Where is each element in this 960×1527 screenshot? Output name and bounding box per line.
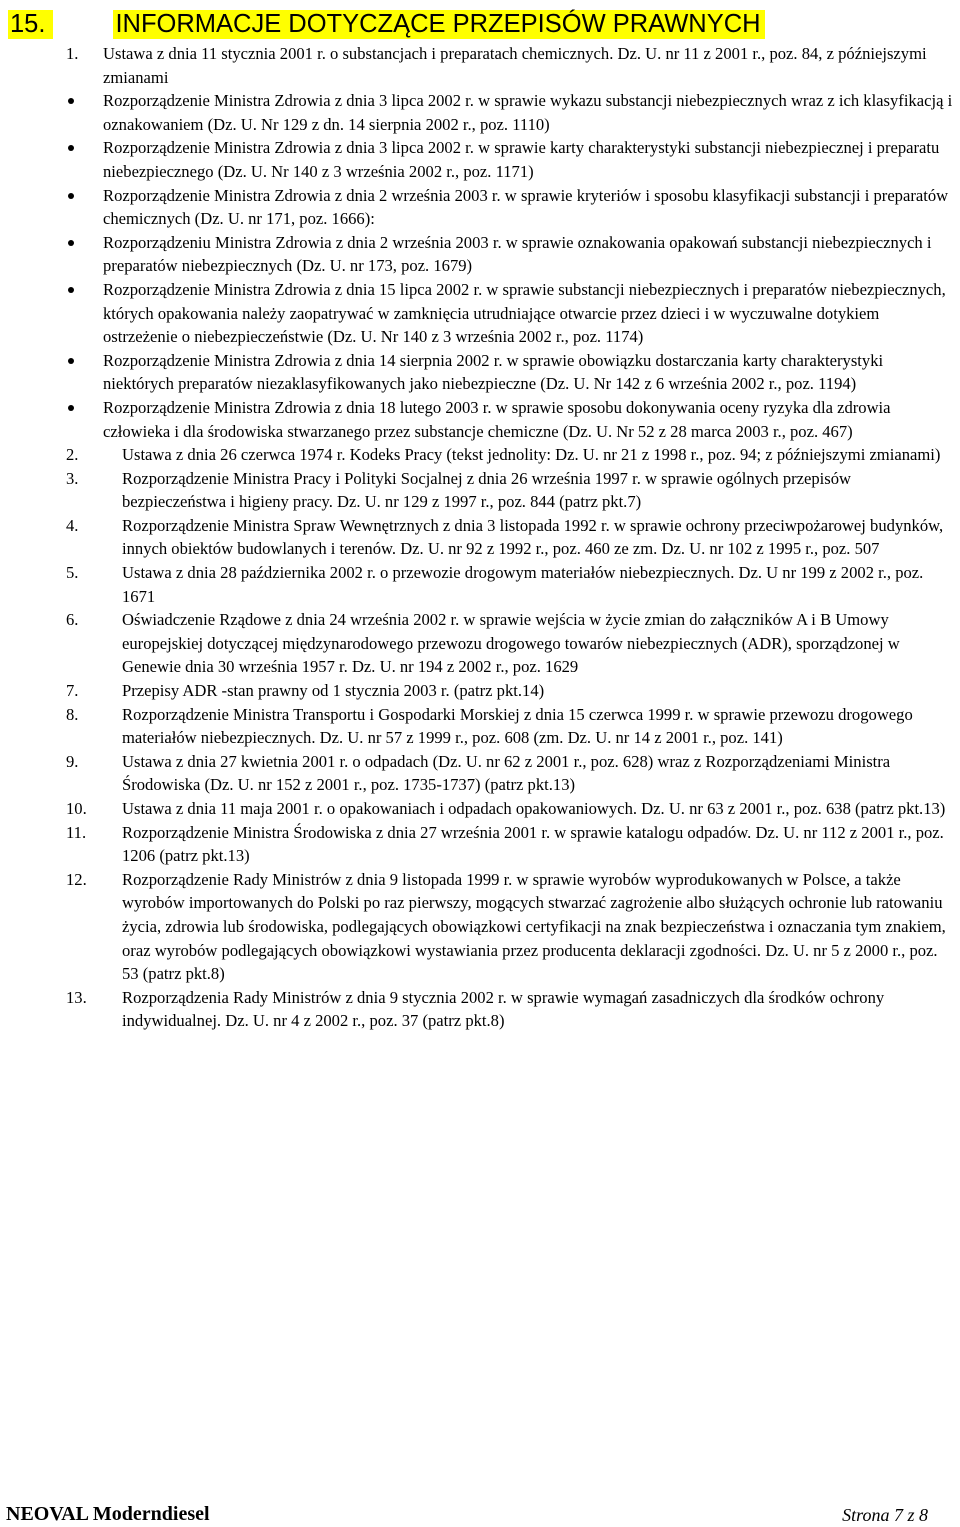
item-number: 5. — [66, 563, 79, 583]
item-text: Rozporządzenie Ministra Pracy i Polityki Socjalnej z dnia 26 września 1997 r. w sprawie ogólnych przepisów bezpieczeństwa i higieny pracy. Dz. U. nr 129 z 1997 r., poz. 844 (patrz pkt.7) — [122, 468, 852, 512]
item-text: Rozporządzeniu Ministra Zdrowia z dnia 2 września 2003 r. w sprawie oznakowania opakowań substancji niebezpiecznych i preparatów niebezpiecznych (Dz. U. nr 173, poz. 1679) — [103, 232, 932, 276]
bullet-icon — [68, 287, 74, 293]
item-text: Oświadczenie Rządowe z dnia 24 września 2002 r. w sprawie wejścia w życie zmian do załączników A i B Umowy europejskiej dotyczącej międzynarodowego przewozu drogowego towarów niebezpiecznych (ADR), sporządzonej w Genewie dnia 30 września 1957 r. Dz. U. nr 194 z 2002 r., poz. 1629 — [122, 610, 900, 677]
item-text: Rozporządzenie Ministra Transportu i Gospodarki Morskiej z dnia 15 czerwca 1999 r. w sprawie przewozu drogowego materiałów niebezpiecznych. Dz. U. nr 57 z 1999 r., poz. 608 (zm. Dz. U. nr 14 z 2001 r., poz. 141) — [122, 704, 913, 748]
bullet-icon — [68, 240, 74, 246]
list-item — [0, 89, 960, 136]
regulations-list — [0, 42, 960, 1033]
item-number: 1. — [66, 44, 79, 63]
list-item — [0, 797, 960, 821]
list-item — [0, 349, 960, 396]
item-text: Rozporządzenie Ministra Zdrowia z dnia 14 sierpnia 2002 r. w sprawie obowiązku dostarczania karty charakterystyki niektórych preparatów niezaklasyfikowanych jako niebezpieczne (Dz. U. Nr 142 z 6 września 2002 r., poz. 1194) — [103, 350, 884, 394]
list-item — [0, 821, 960, 868]
bullet-icon — [68, 98, 74, 104]
item-text: Rozporządzenie Rady Ministrów z dnia 9 listopada 1999 r. w sprawie wyrobów wyprodukowanych w Polsce, a także wyrobów importowanych do Polski po raz pierwszy, mogących stwarzać zagrożenie albo służących ochronie lub ratowaniu życia, zdrowia lub środowiska, podlegających obowiązkowi certyfikacji na znak bezpieczeństwa i oznaczania tym znakiem, oraz wyrobów podlegających obowiązkowi wystawiania przez producenta deklaracji zgodności. Dz. U. nr 5 z 2000 r., poz. 53 (patrz pkt.8) — [122, 869, 946, 984]
list-item — [0, 608, 960, 679]
list-item — [0, 443, 960, 467]
section-heading — [8, 7, 765, 41]
item-text: Rozporządzenie Ministra Zdrowia z dnia 3 lipca 2002 r. w sprawie wykazu substancji niebezpiecznych wraz z ich klasyfikacją i oznakowaniem (Dz. U. Nr 129 z dn. 14 sierpnia 2002 r., poz. 1110) — [103, 91, 953, 134]
list-item — [0, 136, 960, 183]
item-text: Przepisy ADR -stan prawny od 1 stycznia 2003 r. (patrz pkt.14) — [122, 681, 545, 701]
section-number: 15. — [8, 10, 53, 39]
item-text: Rozporządzenie Ministra Zdrowia z dnia 18 lutego 2003 r. w sprawie sposobu dokonywania oceny ryzyka dla zdrowia człowieka i dla środowiska stwarzanego przez substancje chemiczne (Dz. U. Nr 52 z 28 marca 2003 r., poz. 467) — [103, 397, 891, 441]
item-number: 12. — [66, 869, 87, 889]
item-number: 4. — [66, 515, 79, 535]
list-item — [0, 750, 960, 797]
item-text: Ustawa z dnia 27 kwietnia 2001 r. o odpadach (Dz. U. nr 62 z 2001 r., poz. 628) wraz z Rozporządzeniami Ministra Środowiska (Dz. U. nr 152 z 2001 r., poz. 1735-1737) (patrz pkt.13) — [122, 751, 891, 795]
item-text: Ustawa z dnia 11 maja 2001 r. o opakowaniach i odpadach opakowaniowych. Dz. U. nr 63 z 2001 r., poz. 638 (patrz pkt.13) — [122, 799, 946, 818]
list-item — [0, 231, 960, 278]
bullet-icon — [68, 405, 74, 411]
list-item — [0, 561, 960, 608]
item-text: Rozporządzenie Ministra Zdrowia z dnia 3 lipca 2002 r. w sprawie karty charakterystyki substancji niebezpiecznej i preparatu niebezpiecznego (Dz. U. Nr 140 z 3 września 2002 r., poz. 1171) — [103, 138, 940, 181]
bullet-icon — [68, 358, 74, 364]
list-item — [0, 278, 960, 349]
item-number: 3. — [66, 468, 79, 488]
item-number: 9. — [66, 751, 79, 771]
list-item — [0, 467, 960, 514]
section-title: INFORMACJE DOTYCZĄCE PRZEPISÓW PRAWNYCH — [113, 10, 764, 39]
item-text: Ustawa z dnia 26 czerwca 1974 r. Kodeks Pracy (tekst jednolity: Dz. U. nr 21 z 1998 r., poz. 94; z późniejszymi zmianami) — [122, 445, 941, 465]
list-item — [0, 184, 960, 231]
item-number: 10. — [66, 799, 87, 818]
list-item — [0, 703, 960, 750]
list-item — [0, 868, 960, 986]
item-number: 11. — [66, 822, 87, 842]
footer-company: NEOVAL Moderndiesel — [6, 1503, 210, 1525]
item-text: Rozporządzenie Ministra Zdrowia z dnia 15 lipca 2002 r. w sprawie substancji niebezpiecznych i preparatów niebezpiecznych, których opakowania należy zaopatrywać w zamknięcia utrudniające otwarcie przez dzieci i w wyczuwalne dotykiem ostrzeżenie o niebezpieczeństwie (Dz. U. Nr 140 z 3 września 2002 r., poz. 1174) — [103, 279, 946, 347]
item-text: Rozporządzenia Rady Ministrów z dnia 9 stycznia 2002 r. w sprawie wymagań zasadniczych dla środków ochrony indywidualnej. Dz. U. nr 4 z 2002 r., poz. 37 (patrz pkt.8) — [122, 987, 885, 1031]
list-item — [0, 42, 960, 89]
bullet-icon — [68, 193, 74, 199]
item-text: Ustawa z dnia 11 stycznia 2001 r. o substancjach i preparatach chemicznych. Dz. U. nr 11 z 2001 r., poz. 84, z późniejszymi zmianami — [103, 44, 927, 87]
item-text: Rozporządzenie Ministra Zdrowia z dnia 2 września 2003 r. w sprawie kryteriów i sposobu klasyfikacji substancji i preparatów chemicznych (Dz. U. nr 171, poz. 1666): — [103, 185, 949, 229]
list-item — [0, 986, 960, 1033]
page-footer — [0, 1503, 960, 1527]
item-number: 2. — [66, 445, 79, 465]
item-number: 7. — [66, 681, 79, 701]
item-number: 13. — [66, 987, 87, 1007]
list-item — [0, 514, 960, 561]
item-text: Rozporządzenie Ministra Środowiska z dnia 27 września 2001 r. w sprawie katalogu odpadów. Dz. U. nr 112 z 2001 r., poz. 1206 (patrz pkt.13) — [122, 822, 944, 866]
item-text: Rozporządzenie Ministra Spraw Wewnętrznych z dnia 3 listopada 1992 r. w sprawie ochrony przeciwpożarowej budynków, innych obiektów budowlanych i terenów. Dz. U. nr 92 z 1992 r., poz. 460 ze zm. Dz. U. nr 102 z 1995 r., poz. 507 — [122, 515, 944, 559]
item-number: 8. — [66, 704, 79, 724]
item-number: 6. — [66, 610, 79, 630]
footer-page-number: Strona 7 z 8 — [842, 1505, 928, 1525]
item-text: Ustawa z dnia 28 października 2002 r. o przewozie drogowym materiałów niebezpiecznych. Dz. U nr 199 z 2002 r., poz. 1671 — [122, 563, 924, 606]
bullet-icon — [68, 145, 74, 151]
list-item — [0, 679, 960, 703]
list-item — [0, 396, 960, 443]
